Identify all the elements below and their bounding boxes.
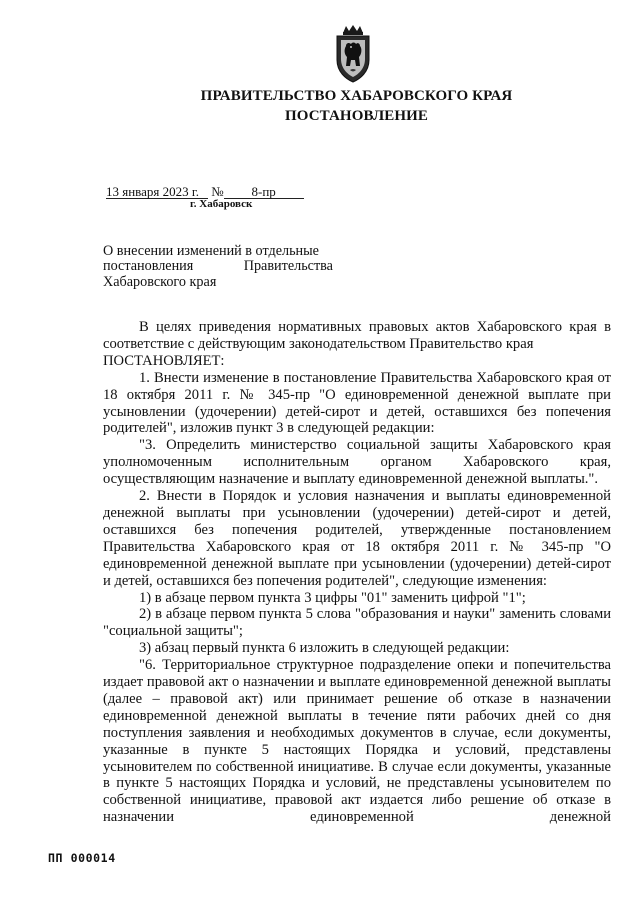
document-number: 8-пр [224, 185, 304, 199]
document-city: г. Хабаровск [190, 198, 253, 210]
body-paragraph: 2. Внести в Порядок и условия назначения и выплаты единовременной денежной выплаты при усыновлении (удочерении) детей-сирот и детей, оставшихся без попечения родителей, утвержденные постановлением Правительства Хабаровского края от 18 октября 2011 г. № 345-пр "О единовременной денежной выплате при усыновлении (удочерении) детей-сирот и детей, оставшихся без попечения родителей", следующие изменения: [103, 488, 611, 589]
coat-of-arms-icon [329, 24, 377, 84]
title-line [103, 259, 333, 274]
title-line: Хабаровского края [103, 273, 217, 290]
document-body [103, 319, 611, 826]
document-date: 13 января 2023 г. [106, 185, 208, 199]
form-code: ПП 000014 [48, 851, 116, 865]
title-word: постановления [103, 258, 194, 275]
body-paragraph: "6. Территориальное структурное подразделение опеки и попечительства издает правовой акт о назначении и выплате единовременной денежной выплаты (далее – правовой акт) или принимает решение об отказе в назначении единовременной денежной выплаты в течение пяти рабочих дней со дня поступления заявления и необходимых документов в случае, если документы, указанные в пункте 5 настоящих Порядка и условий, представлены усыновителем по собственной инициативе. В случае если документы, указанные в пункте 5 настоящих Порядка и условий, не представлены усыновителем по собственной инициативе, правовой акт издается либо решение об отказе в назначении единовременной денежной [103, 657, 611, 826]
body-paragraph: 1. Внести изменение в постановление Правительства Хабаровского края от 18 октября 2011 г. № 345-пр "О единовременной денежной выплате при усыновлении (удочерении) детей-сирот и детей, оставшихся без попечения родителей", изложив пункт 3 в следующей редакции: [103, 369, 611, 437]
body-paragraph: "3. Определить министерство социальной защиты Хабаровского края уполномоченным исполнительным органом Хабаровского края, осуществляющим назначение и выплату единовременной денежной выплаты.". [103, 437, 611, 488]
title-line: О внесении изменений в отдельные [103, 243, 319, 259]
body-paragraph: 3) абзац первый пункта 6 изложить в следующей редакции: [139, 640, 510, 657]
body-paragraph: 2) в абзаце первом пункта 5 слова "образования и науки" заменить словами "социальной защиты"; [103, 606, 611, 640]
body-paragraph: ПОСТАНОВЛЯЕТ: [103, 352, 225, 369]
document-title [103, 244, 333, 290]
number-sign: № [211, 184, 224, 199]
organization-heading: ПРАВИТЕЛЬСТВО ХАБАРОВСКОГО КРАЯ [200, 88, 513, 104]
body-paragraph: В целях приведения нормативных правовых актов Хабаровского края в соответствие с действующим законодательством Правительство края [103, 319, 611, 352]
title-word: Правительства [243, 258, 333, 275]
document-type-heading: ПОСТАНОВЛЕНИЕ [284, 108, 429, 124]
body-paragraph: 1) в абзаце первом пункта 3 цифры "01" заменить цифрой "1"; [139, 589, 526, 606]
